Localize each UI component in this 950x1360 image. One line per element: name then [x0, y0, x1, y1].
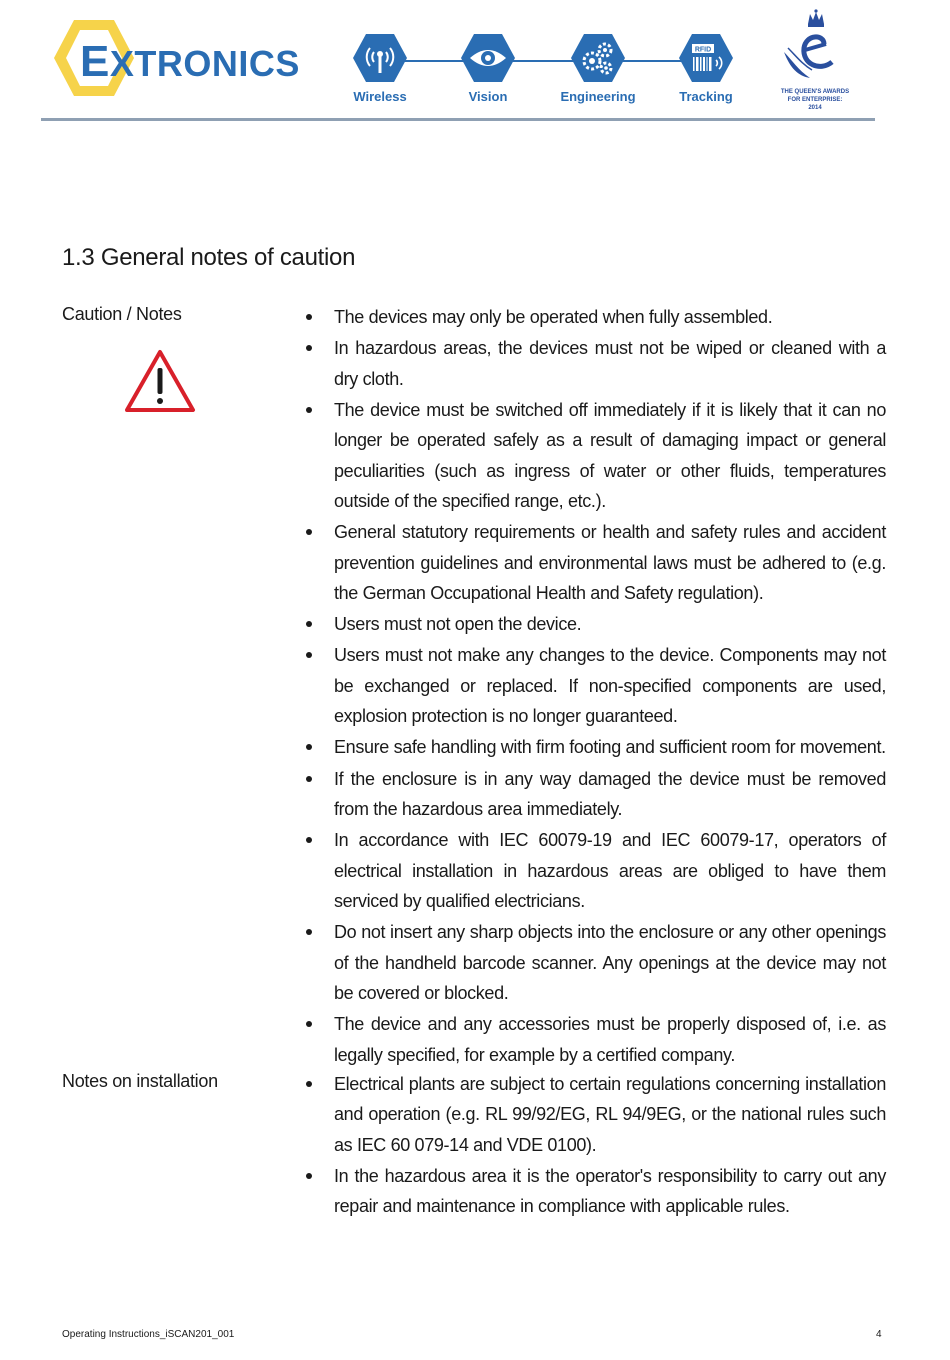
eye-icon: [460, 33, 516, 83]
crown-e-icon: [776, 8, 854, 88]
queens-award-emblem: [776, 8, 854, 118]
list-item: In the hazardous area it is the operator's responsibility to carry out any repair and maintenance in compliance with applicable rules.: [300, 1161, 886, 1222]
award-caption: THE QUEEN'S AWARDS FOR ENTERPRISE: 2014: [780, 89, 850, 111]
caution-label: Caution / Notes: [62, 304, 182, 324]
rfid-tag-text: RFID: [694, 46, 712, 54]
installation-list: [300, 1069, 886, 1223]
nav-label: Tracking: [679, 89, 733, 104]
page-number: 4: [876, 1329, 882, 1340]
list-item: Do not insert any sharp objects into the enclosure or any other openings of the handheld barcode scanner. Any openings at the device may not be covered or blocked.: [300, 917, 886, 1008]
warning-triangle-icon: [124, 349, 196, 413]
extronics-logo: [52, 18, 302, 98]
list-item: The device and any accessories must be properly disposed of, i.e. as legally specified, for example by a certified company.: [300, 1009, 886, 1070]
list-item: The device must be switched off immediately if it is likely that it can no longer be operated safely as a result of damaging impact or general peculiarities (such as ingress of water or other fluids, temperatures outside of the specified range, etc.).: [300, 395, 886, 517]
list-item: The devices may only be operated when fully assembled.: [300, 302, 886, 332]
wireless-icon: [352, 33, 408, 83]
nav-item-tracking: [656, 33, 756, 118]
nav-item-vision: [438, 33, 538, 118]
logo-initial: E: [80, 37, 110, 86]
nav-item-engineering: [548, 33, 648, 118]
section-title: 1.3 General notes of caution: [62, 244, 356, 271]
list-item: Users must not open the device.: [300, 609, 886, 639]
list-item: Ensure safe handling with firm footing and sufficient room for movement.: [300, 732, 886, 762]
nav-label: Wireless: [353, 89, 407, 104]
rfid-icon: [678, 33, 734, 83]
logo-wordmark: [80, 37, 300, 86]
list-item: In accordance with IEC 60079-19 and IEC 60079-17, operators of electrical installation in hazardous areas are obliged to have them serviced by qualified electricians.: [300, 825, 886, 916]
list-item: General statutory requirements or health and safety rules and accident prevention guidelines and environmental laws must be adhered to (e.g. the German Occupational Health and Safety regulation).: [300, 517, 886, 608]
gears-icon: [570, 33, 626, 83]
logo-text: XTRONICS: [109, 43, 300, 84]
nav-label: Vision: [468, 89, 508, 104]
header-divider: [41, 118, 875, 121]
list-item: If the enclosure is in any way damaged the device must be removed from the hazardous area immediately.: [300, 764, 886, 825]
nav-item-wireless: [330, 33, 430, 118]
list-item: In hazardous areas, the devices must not be wiped or cleaned with a dry cloth.: [300, 333, 886, 394]
nav-label: Engineering: [560, 89, 636, 104]
list-item: Electrical plants are subject to certain regulations concerning installation and operation (e.g. RL 99/92/EG, RL 94/9EG, or the national rules such as IEC 60 079-14 and VDE 0100).: [300, 1069, 886, 1160]
page-header: [0, 0, 950, 125]
caution-list: [300, 302, 886, 1071]
list-item: Users must not make any changes to the device. Components may not be exchanged or replaced. If non-specified components are used, explosion protection is no longer guaranteed.: [300, 640, 886, 731]
footer-document-name: Operating Instructions_iSCAN201_001: [62, 1329, 235, 1340]
installation-label: Notes on installation: [62, 1071, 218, 1091]
